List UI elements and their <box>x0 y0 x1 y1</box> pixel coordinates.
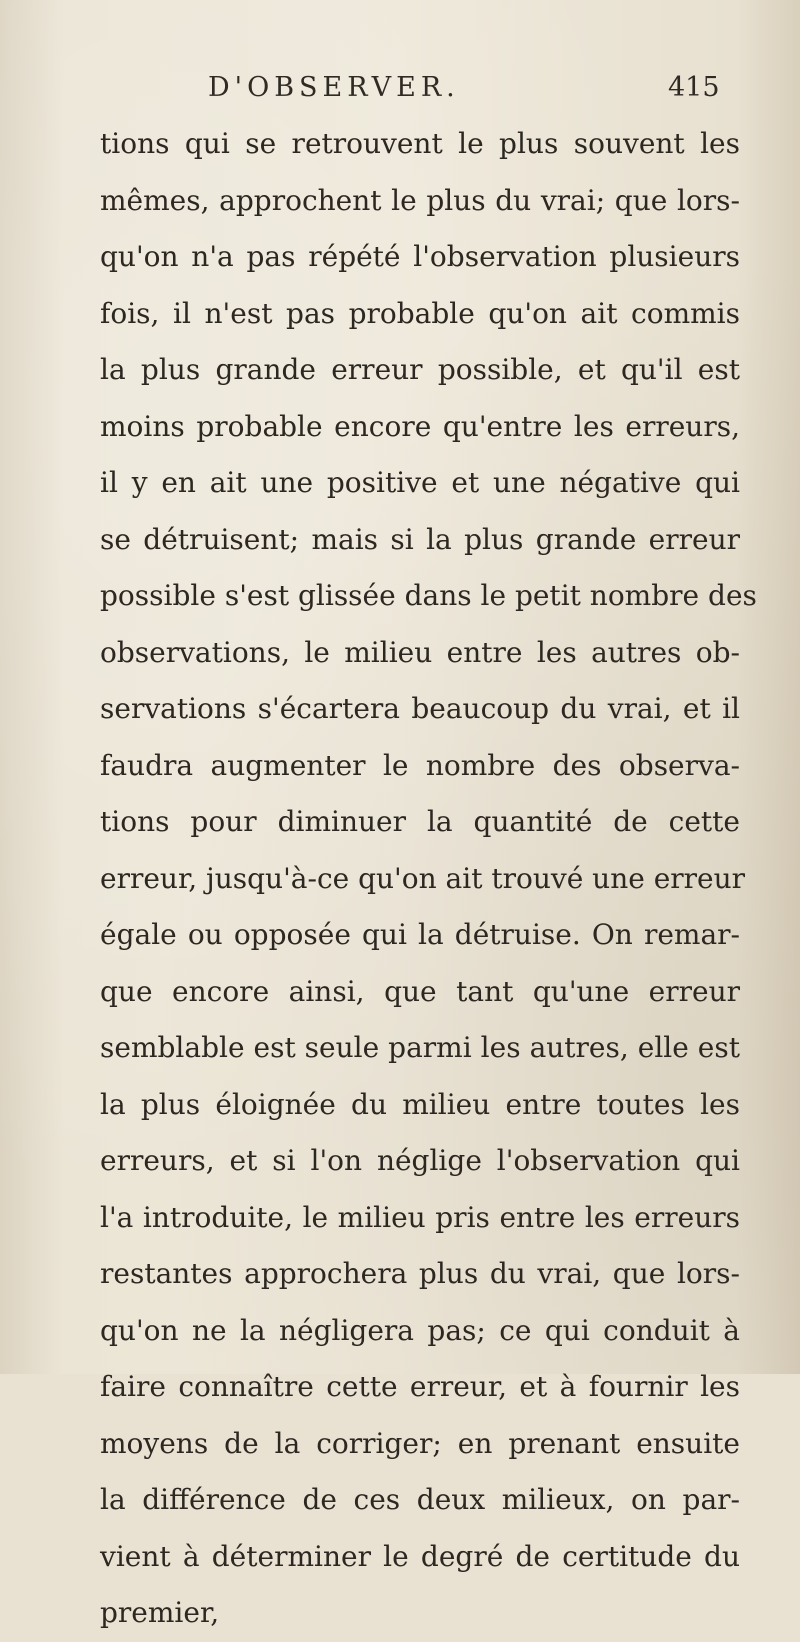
running-head: D'OBSERVER. <box>208 72 460 103</box>
text-line: tions pour diminuer la quantité de cette <box>100 805 740 838</box>
text-line: moyens de la corriger; en prenant ensuite <box>100 1426 740 1460</box>
text-line: se détruisent; mais si la plus grande erreur <box>100 522 740 556</box>
text-line: la différence de ces deux milieux, on par- <box>100 1483 740 1516</box>
text-line: fois, il n'est pas probable qu'on ait commis <box>100 296 740 330</box>
text-line: erreurs, et si l'on néglige l'observation qui <box>100 1144 740 1177</box>
text-line: servations s'écartera beaucoup du vrai, et il <box>100 692 740 725</box>
text-line: qu'on ne la négligera pas; ce qui conduit à <box>100 1313 740 1347</box>
text-line: qu'on n'a pas répété l'observation plusieurs <box>100 240 740 273</box>
text-line: faire connaître cette erreur, et à fournir les <box>100 1370 740 1403</box>
text-line: mêmes, approchent le plus du vrai; que lors- <box>100 183 740 217</box>
body-text <box>100 116 757 1642</box>
text-line: tions qui se retrouvent le plus souvent les <box>100 127 740 160</box>
text-line: semblable est seule parmi les autres, elle est <box>100 1031 740 1064</box>
text-line: l'a introduite, le milieu pris entre les erreurs <box>100 1200 740 1234</box>
text-line: premier, <box>100 1596 220 1629</box>
text-line: restantes approchera plus du vrai, que lors- <box>100 1257 740 1290</box>
text-line: la plus grande erreur possible, et qu'il est <box>100 353 740 386</box>
text-line: erreur, jusqu'à-ce qu'on ait trouvé une erreur <box>100 861 746 895</box>
page-number: 415 <box>668 72 720 103</box>
text-line: que encore ainsi, que tant qu'une erreur <box>100 974 740 1008</box>
text-line: observations, le milieu entre les autres ob- <box>100 635 740 669</box>
text-line: égale ou opposée qui la détruise. On remar- <box>100 918 740 951</box>
page-header <box>0 72 800 112</box>
text-line: vient à déterminer le degré de certitude du <box>100 1539 740 1573</box>
text-line: la plus éloignée du milieu entre toutes les <box>100 1087 740 1121</box>
text-line: faudra augmenter le nombre des observa- <box>100 748 740 782</box>
text-line: moins probable encore qu'entre les erreurs, <box>100 409 740 443</box>
text-line: il y en ait une positive et une négative qui <box>100 466 740 499</box>
text-line: possible s'est glissée dans le petit nombre des <box>100 579 757 612</box>
